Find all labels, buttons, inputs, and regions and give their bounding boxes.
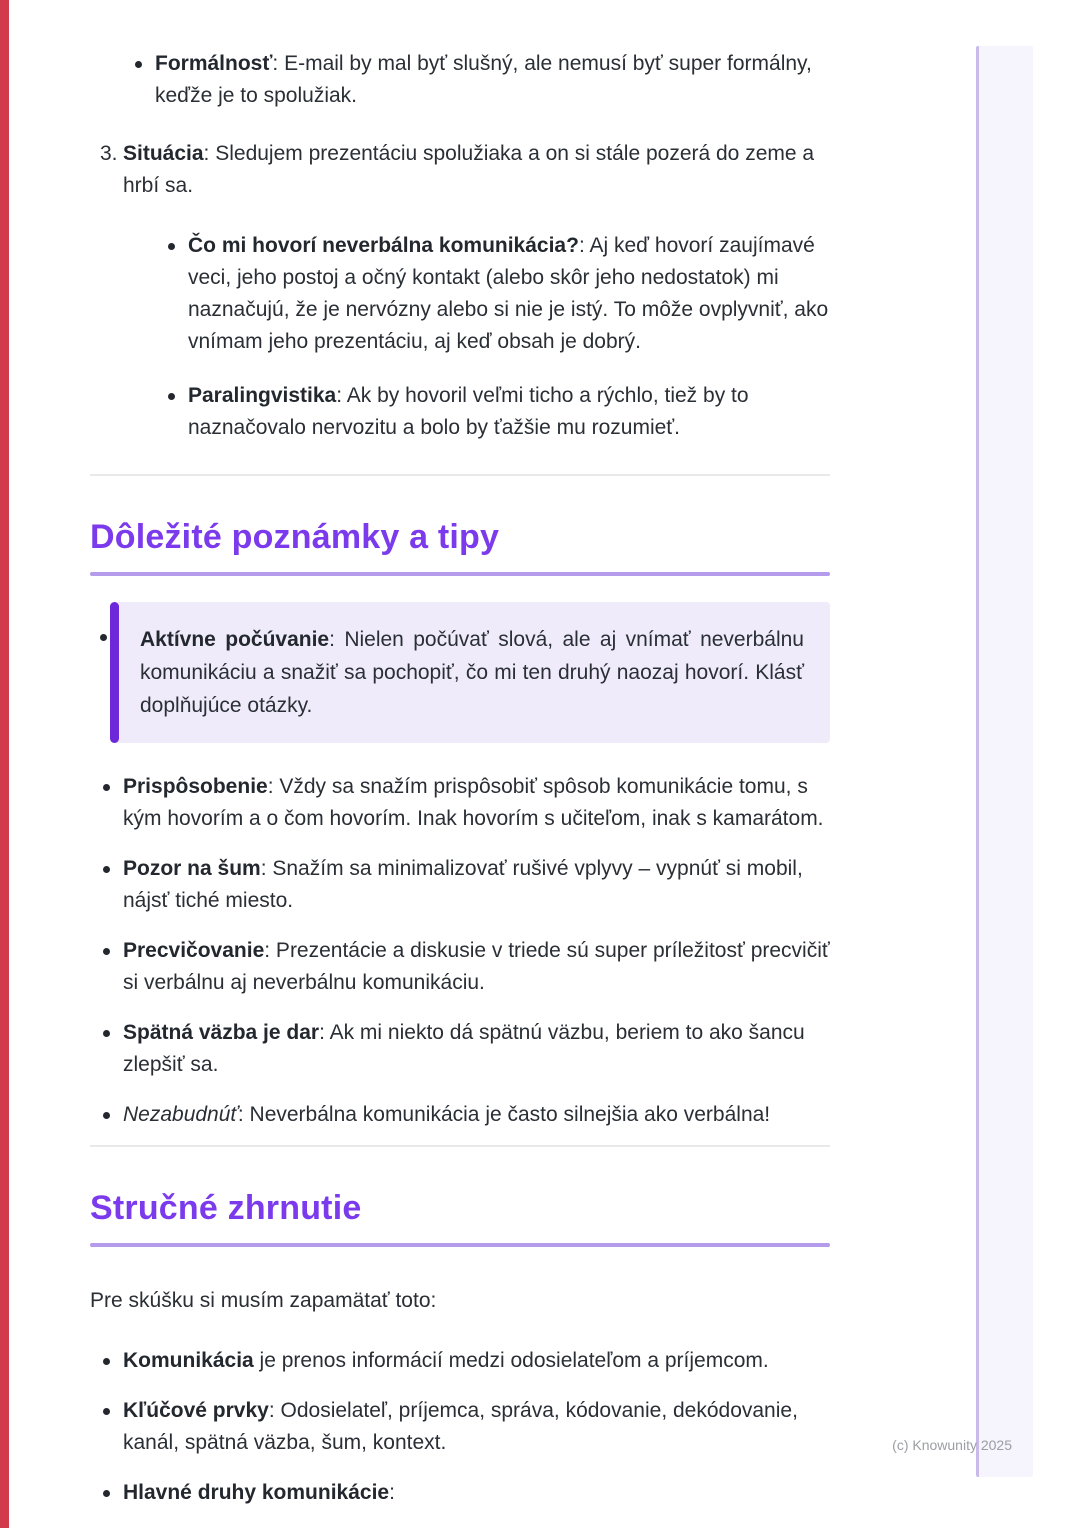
document-content <box>90 48 830 1509</box>
term-label: Prispôsobenie <box>123 775 268 798</box>
list-item <box>90 1477 830 1509</box>
callout-accent-bar <box>110 602 119 743</box>
term-label: Čo mi hovorí neverbálna komunikácia? <box>188 234 579 257</box>
list-item-text: : Prezentácie a diskusie v triede sú super príležitosť precvičiť si verbálnu aj neverbálnu komunikáciu. <box>123 939 830 994</box>
callout-row <box>90 602 830 743</box>
intro-numbered-list <box>90 138 830 444</box>
callout-text: : Nielen počúvať slová, ale aj vnímať neverbálnu komunikáciu a snažiť sa pochopiť, čo mi ten druhý naozaj hovorí. Klásť doplňujúce otázky. <box>140 628 804 717</box>
list-item-text: : Snažím sa minimalizovať rušivé vplyvy – vypnúť si mobil, nájsť tiché miesto. <box>123 857 803 912</box>
term-label: Pozor na šum <box>123 857 261 880</box>
intro-sub-list <box>123 230 830 444</box>
heading-underline <box>90 1243 830 1247</box>
summary-list <box>90 1345 830 1509</box>
list-item <box>90 1395 830 1459</box>
list-item <box>90 935 830 999</box>
term-label: Hlavné druhy komunikácie <box>123 1481 390 1504</box>
term-label: Paralingvistika <box>188 384 337 407</box>
term-label-italic: Nezabudnúť <box>123 1103 238 1126</box>
intro-sub-list-top <box>90 48 830 112</box>
term-label: Aktívne počúvanie <box>140 628 330 651</box>
list-item <box>90 48 830 112</box>
section-heading-tips: Dôležité poznámky a tipy <box>90 518 500 556</box>
list-item-text: : E-mail by mal byť slušný, ale nemusí byť super formálny, keďže je to spolužiak. <box>155 52 812 107</box>
tips-list <box>90 771 830 1131</box>
term-label: Spätná väzba je dar <box>123 1021 320 1044</box>
item-number: 3. <box>100 142 118 165</box>
term-label: Komunikácia <box>123 1349 254 1372</box>
section-heading-summary: Stručné zhrnutie <box>90 1189 362 1227</box>
numbered-item <box>90 138 830 444</box>
list-item-text: : Ak mi niekto dá spätnú väzbu, beriem to ako šancu zlepšiť sa. <box>123 1021 805 1076</box>
list-item <box>90 1099 830 1131</box>
list-item <box>123 230 830 358</box>
term-label: Kľúčové prvky <box>123 1399 269 1422</box>
list-item-text: : Sledujem prezentáciu spolužiaka a on si stále pozerá do zeme a hrbí sa. <box>123 142 815 197</box>
right-margin-strip <box>976 46 1033 1477</box>
list-item <box>90 1017 830 1081</box>
section-divider <box>90 1145 830 1147</box>
list-item-text: : Aj keď hovorí zaujímavé veci, jeho postoj a očný kontakt (alebo skôr jeho nedostatok) mi naznačujú, že je nervózny alebo si nie je istý. To môže ovplyvniť, ako vnímam jeho prezentáciu, aj keď obsah je dobrý. <box>188 234 829 353</box>
list-item <box>90 853 830 917</box>
heading-underline <box>90 572 830 576</box>
list-item-text: : Vždy sa snažím prispôsobiť spôsob komunikácie tomu, s kým hovorím a o čom hovorím. Inak hovorím s učiteľom, inak s kamarátom. <box>123 775 824 830</box>
list-item <box>123 380 830 444</box>
list-item-text: : Odosielateľ, príjemca, správa, kódovanie, dekódovanie, kanál, spätná väzba, šum, kontext. <box>123 1399 798 1454</box>
list-item-text: : Neverbálna komunikácia je často silnejšia ako verbálna! <box>237 1103 771 1126</box>
list-item-text: : <box>389 1481 395 1504</box>
list-item-text: je prenos informácií medzi odosielateľom a príjemcom. <box>253 1349 769 1372</box>
list-item <box>90 1345 830 1377</box>
term-label: Precvičovanie <box>123 939 265 962</box>
section-divider <box>90 474 830 476</box>
left-accent-stripe <box>0 0 9 1528</box>
term-label: Situácia <box>123 142 204 165</box>
list-item-text: : Ak by hovoril veľmi ticho a rýchlo, tiež by to naznačovalo nervozitu a bolo by ťažšie mu rozumieť. <box>188 384 749 439</box>
summary-lead: Pre skúšku si musím zapamätať toto: <box>90 1289 437 1312</box>
copyright-watermark: (c) Knowunity 2025 <box>892 1437 1012 1453</box>
callout-box <box>110 602 830 743</box>
term-label: Formálnosť <box>155 52 273 75</box>
list-item <box>90 771 830 835</box>
